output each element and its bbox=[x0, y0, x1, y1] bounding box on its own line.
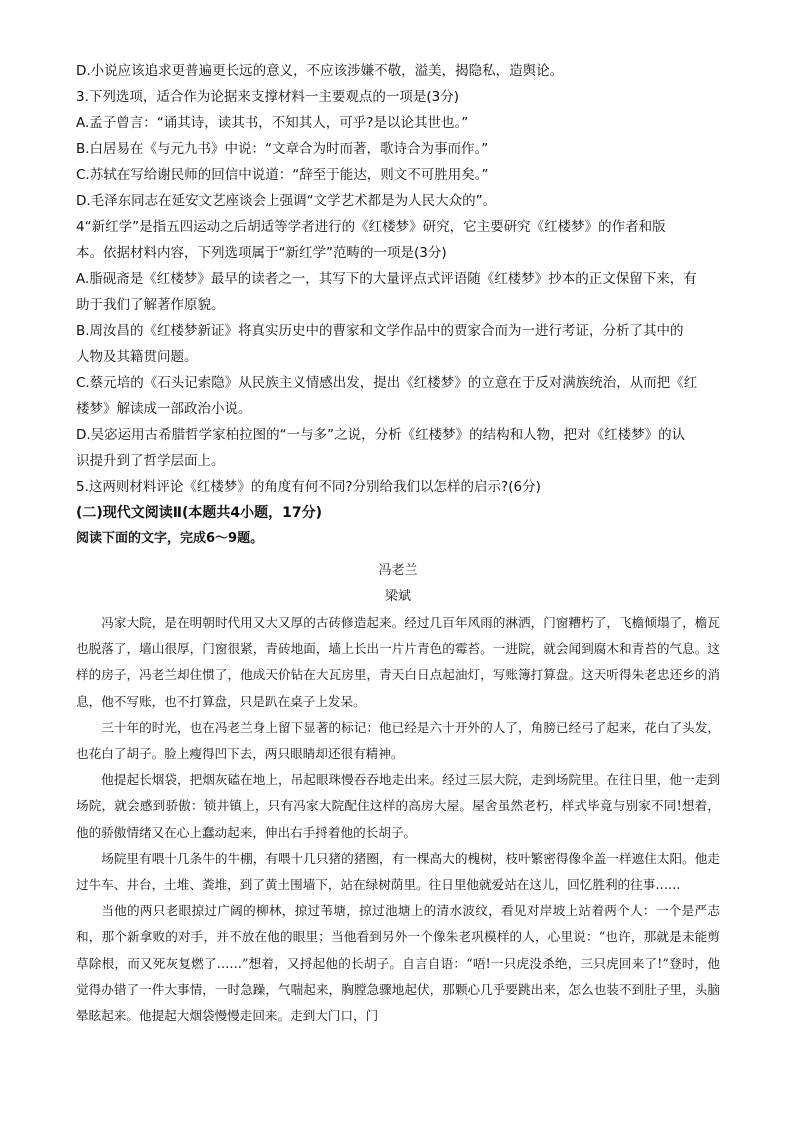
passage-paragraph: 三十年的时光，也在冯老兰身上留下显著的标记：他已经是六十开外的人了，角膀已经弓了起来，花白了头发，也花白了胡子。脸上瘦得凹下去，两只眼睛却还很有精神。 bbox=[76, 719, 720, 762]
q3-option-a: A.孟子曾言：“诵其诗，读其书，不知其人，可乎?是以论其世也。” bbox=[76, 115, 469, 131]
section-heading: (二)现代文阅读Ⅱ(本题共4小题，17分) bbox=[76, 505, 323, 521]
section-instruction: 阅读下面的文字，完成6～9题。 bbox=[76, 531, 264, 546]
q4-option-b-line-1: B.周汝昌的《红楼梦新证》将真实历史中的曹家和文学作品中的贾家合而为一进行考证，分析了其中的 bbox=[76, 323, 684, 339]
q3-option-b: B.白居易在《与元九书》中说：“文章合为时而著，歌诗合为事而作。” bbox=[76, 141, 489, 157]
passage-paragraph: 当他的两只老眼掠过广阔的柳林，掠过苇塘，掠过池塘上的清水波纹，看见对岸坡上站着两个人：一个是严志和，那个新拿败的对手，并不放在他的眼里；当他看到另外一个像朱老巩模样的人，心里说：“也许，那就是未能剪草除根，而又死灰复燃了……”想着，又捋起他的长胡子。自言自语：“唔!一只虎没杀绝，三只虎回来了!”登时，他觉得办错了一件大事情，一时急躁，气喘起来，胸膛急骤地起伏，那颗心几乎要跳出来，怎么也装不到肚子里，头脑晕眩起来。他提起大烟袋慢慢走回来。走到大门口，门 bbox=[76, 903, 720, 1024]
q4-option-c-line-1: C.蔡元培的《石头记索隐》从民族主义情感出发，提出《红楼梦》的立意在于反对满族统治，从而把《红 bbox=[76, 375, 698, 391]
q4-option-d-line-2: 识提升到了哲学层面上。 bbox=[76, 453, 225, 469]
passage-paragraph: 冯家大院，是在明朝时代用又大又厚的古砖修造起来。经过几百年风雨的淋洒，门窗糟朽了，飞檐倾塌了，檐瓦也脱落了，墙山很厚，门窗很紧，青砖地面，墙上长出一片片青色的霉苔。一进院，就会闻到腐木和青苔的气息。这样的房子，冯老兰却住惯了，他成天价钻在大瓦房里，青天白日点起油灯，写账簿打算盘。这天听得朱老忠还乡的消息，他不写账，也不打算盘，只是趴在桌子上发呆。 bbox=[76, 615, 720, 709]
question-block bbox=[76, 58, 720, 500]
passage-paragraph: 场院里有喂十几条牛的牛棚，有喂十几只猪的猪圈，有一棵高大的槐树，枝叶繁密得像伞盖一样遮住太阳。他走过牛车、井台，土堆、粪堆，到了黄土围墙下，站在绿树荫里。往日里他就爱站在这儿，回忆胜利的往事…… bbox=[76, 850, 720, 893]
passage-paragraph: 他提起长烟袋，把烟灰磕在地上，吊起眼珠慢吞吞地走出来。经过三层大院，走到场院里。在往日里，他一走到场院，就会感到骄傲：锁井镇上，只有冯家大院配住这样的高房大屋。屋舍虽然老朽，样式毕竟与别家不同!想着，他的骄傲情绪又在心上蠢动起来，伸出右手捋着他的长胡子。 bbox=[76, 772, 720, 840]
q3-option-c: C.苏轼在写给谢民师的回信中说道：“辞至于能达，则文不可胜用矣。” bbox=[76, 167, 489, 183]
q4-option-a-line-2: 助于我们了解著作原貌。 bbox=[76, 297, 225, 313]
q2-option-d: D.小说应该追求更普遍更长远的意义，不应该涉嫌不敬，溢美，揭隐私，造舆论。 bbox=[76, 63, 564, 79]
q4-option-a-line-1: A.脂砚斋是《红楼梦》最早的读者之一，其写下的大量评点式评语随《红楼梦》抄本的正文保留下来，有 bbox=[76, 271, 697, 287]
passage-body bbox=[76, 610, 720, 1029]
q3-option-d: D.毛泽东同志在延安文艺座谈会上强调“文学艺术都是为人民大众的”。 bbox=[76, 193, 497, 209]
q4-option-b-line-2: 人物及其籍贯问题。 bbox=[76, 349, 198, 365]
q5-stem: 5.这两则材料评论《红楼梦》的角度有何不同?分别给我们以怎样的启示?(6分) bbox=[76, 479, 541, 495]
q4-stem-line-1: 4“新红学”是指五四运动之后胡适等学者进行的《红楼梦》研究，它主要研究《红楼梦》的作者和版 bbox=[76, 219, 666, 235]
q4-option-c-line-2: 楼梦》解读成一部政治小说。 bbox=[76, 401, 252, 417]
passage-author: 梁斌 bbox=[384, 589, 411, 604]
q3-stem: 3.下列选项，适合作为论据来支撑材料一主要观点的一项是(3分) bbox=[76, 89, 460, 105]
q4-stem-line-2: 本。依据材料内容，下列选项属于“新红学”范畴的一项是(3分) bbox=[76, 245, 447, 261]
q4-option-d-line-1: D.吴宓运用古希腊哲学家柏拉图的“一与多”之说，分析《红楼梦》的结构和人物，把对《红楼梦》的认 bbox=[76, 427, 686, 443]
passage-title: 冯老兰 bbox=[378, 563, 418, 578]
